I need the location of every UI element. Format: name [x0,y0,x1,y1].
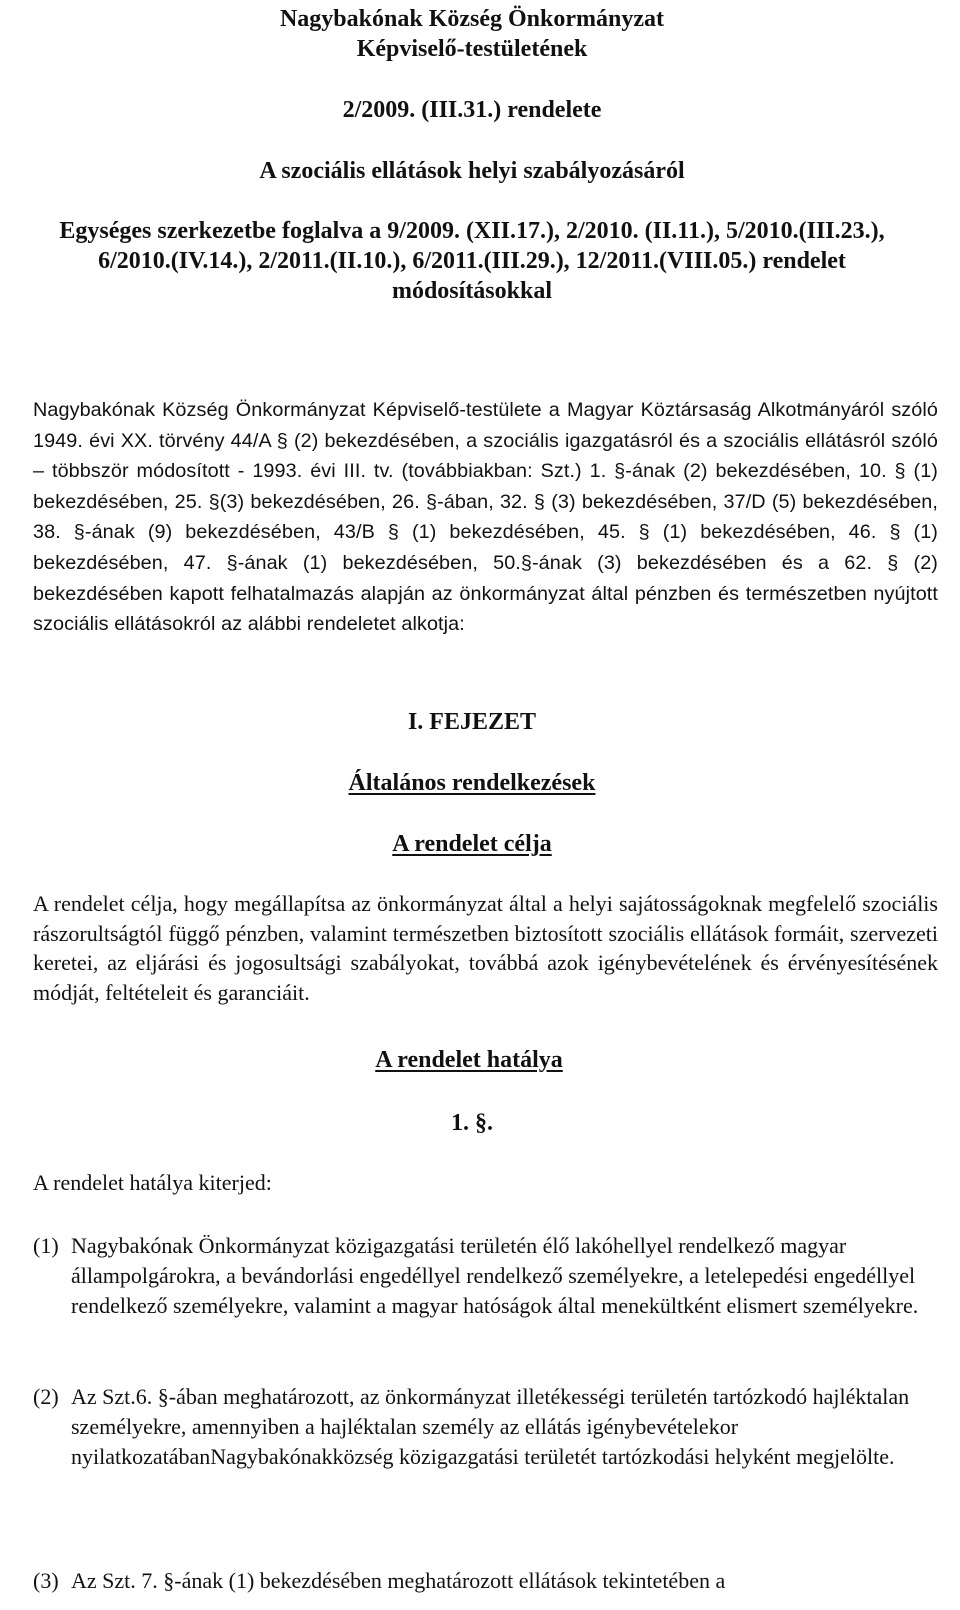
item-text: Az Szt.6. §-ában meghatározott, az önkormányzat illetékességi területén tartózkodó hajléktalan személyekre, amennyiben a hajléktalan személy az ellátás igénybevételekor nyilatkozatábanNagybakónakközség közigazgatási területét tartózkodási helyként megjelölte. [71,1384,910,1469]
header-line-2: Képviselő-testületének [356,36,588,62]
scope-heading: A rendelet hatálya [375,1047,563,1073]
decree-title: A szociális ellátások helyi szabályozásáról [259,158,685,184]
list-item [33,1566,938,1596]
list-item [33,1382,938,1471]
consolidation-line-2: 6/2010.(IV.14.), 2/2011.(II.10.), 6/2011.(III.29.), 12/2011.(VIII.05.) rendelet [98,248,846,274]
purpose-paragraph: A rendelet célja, hogy megállapítsa az önkormányzat által a helyi sajátosságoknak megfelelő szociális rászorultságtól függő pénzben, valamint természetben biztosított szociális ellátások formáit, szervezeti keretei, az eljárási és jogosultsági szabályokat, továbbá azok igénybevételének és érvényesítésének módját, feltételeit és garanciáit. [33,891,938,1005]
item-text: Nagybakónak Önkormányzat közigazgatási területén élő lakóhellyel rendelkező magyar állampolgárokra, a bevándorlási engedéllyel rendelkező személyekre, a letelepedési engedéllyel rendelkező személyekre, valamint a magyar hatóságok által menekültként elismert személyekre. [71,1233,919,1318]
chapter-number: I. FEJEZET [407,709,537,735]
section-number: 1. §. [451,1110,493,1136]
item-number: (2) [33,1384,59,1409]
list-item [33,1231,938,1320]
consolidation-line-3: módosításokkal [391,278,553,304]
purpose-heading-wrap [0,829,944,859]
scope-intro: A rendelet hatálya kiterjed: [33,1170,272,1195]
purpose-heading: A rendelet célja [392,831,552,857]
chapter-title: Általános rendelkezések [348,770,596,796]
preamble-paragraph: Nagybakónak Község Önkormányzat Képviselő-testülete a Magyar Köztársaság Alkotmányáról szóló 1949. évi XX. törvény 44/A § (2) bekezdésében, a szociális igazgatásról és a szociális ellátásról szóló – többször módosított - 1993. évi III. tv. (továbbiakban: Szt.) 1. §-ának (2) bekezdésében, 10. § (1) bekezdésében, 25. §(3) bekezdésében, 26. §-ában, 32. § (3) bekezdésében, 37/D (5) bekezdésében, 38. §-ának (9) bekezdésében, 43/B § (1) bekezdésében, 45. § (1) bekezdésében, 46. § (1) bekezdésében, 47. §-ának (1) bekezdésében, 50.§-ának (3) bekezdésében és a 62. § (2) bekezdésében kapott felhatalmazás alapján az önkormányzat által pénzben és természetben nyújtott szociális ellátásokról az alábbi rendeletet alkotja: [33,399,938,636]
consolidation-line-1: Egységes szerkezetbe foglalva a 9/2009. (XII.17.), 2/2010. (II.11.), 5/2010.(III.23.), [59,218,885,244]
item-number: (3) [33,1568,59,1593]
item-number: (1) [33,1233,59,1258]
chapter-title-wrap [0,768,944,798]
decree-number: 2/2009. (III.31.) rendelete [342,97,602,123]
item-text: Az Szt. 7. §-ának (1) bekezdésében meghatározott ellátások tekintetében a [71,1568,726,1593]
scope-heading-wrap [0,1045,944,1075]
header-line-1: Nagybakónak Község Önkormányzat [279,6,665,32]
